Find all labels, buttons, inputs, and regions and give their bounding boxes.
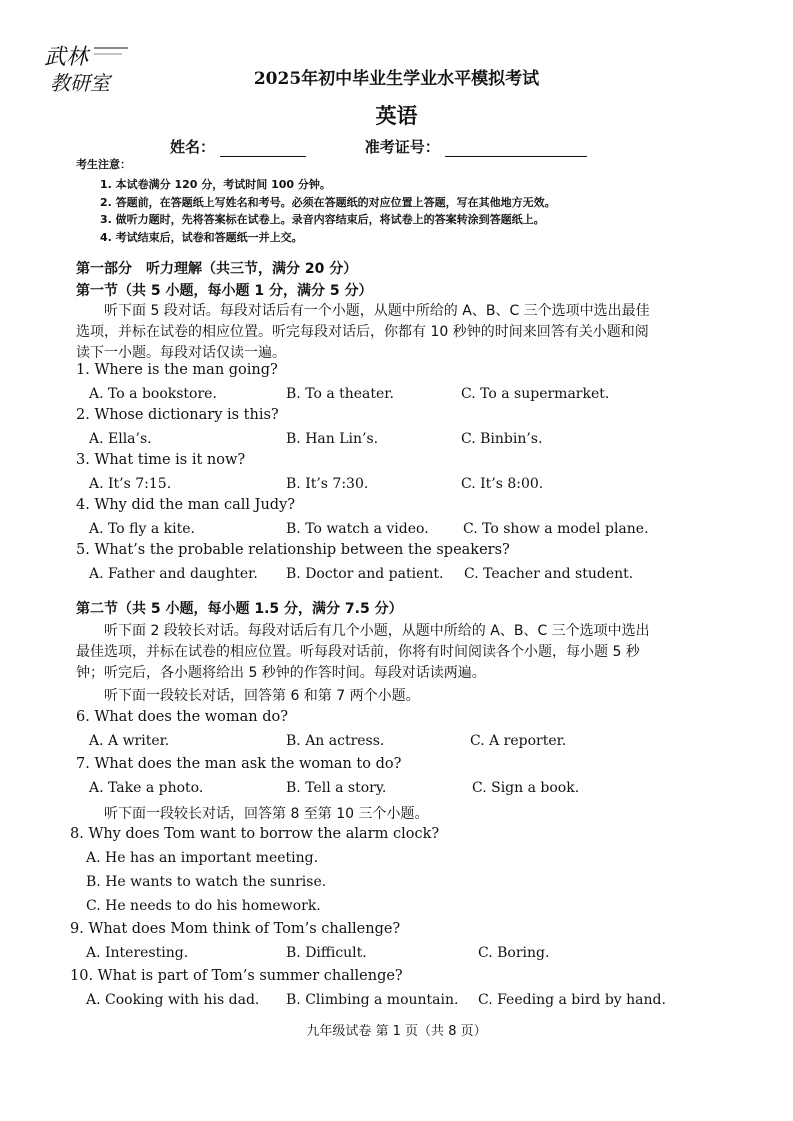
student-info-row	[170, 136, 587, 157]
q2-option-b[interactable]: B. Han Lin’s.	[286, 431, 379, 447]
q6-option-c[interactable]: C. A reporter.	[470, 733, 567, 749]
name-label: 姓名：	[170, 138, 216, 156]
q2-option-c[interactable]: C. Binbin’s.	[461, 431, 543, 447]
q9-option-b[interactable]: B. Difficult.	[286, 945, 367, 961]
section1-title: 第一节（共 5 小题，每小题 1 分，满分 5 分）	[76, 283, 373, 299]
section1-instructions: 选项，并标在试卷的相应位置。听完每段对话后，你都有 10 秒钟的时间来回答有关小题和阅	[76, 324, 649, 340]
q6-option-a[interactable]: A. A writer.	[89, 733, 170, 749]
svg-text:教研室: 教研室	[50, 71, 110, 95]
q1-option-c[interactable]: C. To a supermarket.	[461, 386, 610, 402]
question-4: 4. Why did the man call Judy?	[76, 497, 296, 513]
page-footer: 九年级试卷 第 1 页（共 8 页）	[306, 1024, 487, 1039]
part1-title: 第一部分 听力理解（共三节，满分 20 分）	[76, 261, 358, 277]
q3-option-c[interactable]: C. It’s 8:00.	[461, 476, 544, 492]
question-10: 10. What is part of Tom’s summer challenge?	[70, 968, 403, 984]
section2-title: 第二节（共 5 小题，每小题 1.5 分，满分 7.5 分）	[76, 601, 403, 617]
q2-option-a[interactable]: A. Ella’s.	[89, 431, 152, 447]
notice-item: 3. 做听力题时，先将答案标在试卷上。录音内容结束后，将试卷上的答案转涂到答题纸上。	[100, 213, 545, 226]
section1-instructions: 听下面 5 段对话。每段对话后有一个小题，从题中所给的 A、B、C 三个选项中选出最佳	[104, 303, 650, 319]
q6-option-b[interactable]: B. An actress.	[286, 733, 385, 749]
section1-instructions: 读下一小题。每段对话仅读一遍。	[76, 345, 286, 361]
question-1: 1. Where is the man going?	[76, 362, 278, 378]
notice-heading: 考生注意：	[76, 158, 131, 171]
notice-item: 4. 考试结束后，试卷和答题纸一并上交。	[100, 231, 303, 244]
name-blank[interactable]	[220, 140, 306, 157]
question-9: 9. What does Mom think of Tom’s challenge?	[70, 921, 401, 937]
q3-option-b[interactable]: B. It’s 7:30.	[286, 476, 369, 492]
svg-text:武林: 武林	[44, 45, 89, 70]
question-3: 3. What time is it now?	[76, 452, 246, 468]
q10-option-b[interactable]: B. Climbing a mountain.	[286, 992, 459, 1008]
q7-option-c[interactable]: C. Sign a book.	[472, 780, 580, 796]
section2-instructions: 最佳选项，并标在试卷的相应位置。听每段对话前，你将有时间阅读各个小题，每小题 5 秒	[76, 644, 640, 660]
q8-option-b[interactable]: B. He wants to watch the sunrise.	[86, 874, 327, 890]
notice-item: 2. 答题前，在答题纸上写姓名和考号。必须在答题纸的对应位置上答题，写在其他地方无效。	[100, 196, 556, 209]
q5-option-a[interactable]: A. Father and daughter.	[89, 566, 258, 582]
question-2: 2. Whose dictionary is this?	[76, 407, 279, 423]
q4-option-b[interactable]: B. To watch a video.	[286, 521, 429, 537]
dialogue-intro-6-7: 听下面一段较长对话，回答第 6 和第 7 两个小题。	[104, 688, 420, 704]
q1-option-b[interactable]: B. To a theater.	[286, 386, 394, 402]
q8-option-c[interactable]: C. He needs to do his homework.	[86, 898, 321, 914]
question-8: 8. Why does Tom want to borrow the alarm clock?	[70, 826, 440, 842]
exam-title: 2025年初中毕业生学业水平模拟考试	[253, 69, 540, 89]
section2-instructions: 钟；听完后，各小题将给出 5 秒钟的作答时间。每段对话读两遍。	[76, 665, 486, 681]
exam-id-label: 准考证号：	[364, 138, 440, 156]
question-5: 5. What’s the probable relationship between the speakers?	[76, 542, 510, 558]
question-6: 6. What does the woman do?	[76, 709, 289, 725]
q4-option-a[interactable]: A. To fly a kite.	[89, 521, 195, 537]
question-7: 7. What does the man ask the woman to do?	[76, 756, 402, 772]
exam-subject: 英语	[375, 103, 418, 128]
dialogue-intro-8-10: 听下面一段较长对话，回答第 8 至第 10 三个小题。	[104, 806, 429, 822]
q4-option-c[interactable]: C. To show a model plane.	[463, 521, 649, 537]
q5-option-b[interactable]: B. Doctor and patient.	[286, 566, 444, 582]
q1-option-a[interactable]: A. To a bookstore.	[89, 386, 217, 402]
q8-option-a[interactable]: A. He has an important meeting.	[86, 850, 319, 866]
q10-option-c[interactable]: C. Feeding a bird by hand.	[478, 992, 666, 1008]
exam-id-blank[interactable]	[445, 140, 587, 157]
notice-item: 1. 本试卷满分 120 分，考试时间 100 分钟。	[100, 178, 331, 191]
q9-option-a[interactable]: A. Interesting.	[86, 945, 189, 961]
q3-option-a[interactable]: A. It’s 7:15.	[89, 476, 172, 492]
q5-option-c[interactable]: C. Teacher and student.	[464, 566, 634, 582]
q10-option-a[interactable]: A. Cooking with his dad.	[86, 992, 260, 1008]
q9-option-c[interactable]: C. Boring.	[478, 945, 550, 961]
q7-option-a[interactable]: A. Take a photo.	[89, 780, 204, 796]
q7-option-b[interactable]: B. Tell a story.	[286, 780, 387, 796]
section2-instructions: 听下面 2 段较长对话。每段对话后有几个小题，从题中所给的 A、B、C 三个选项中选出	[104, 623, 650, 639]
